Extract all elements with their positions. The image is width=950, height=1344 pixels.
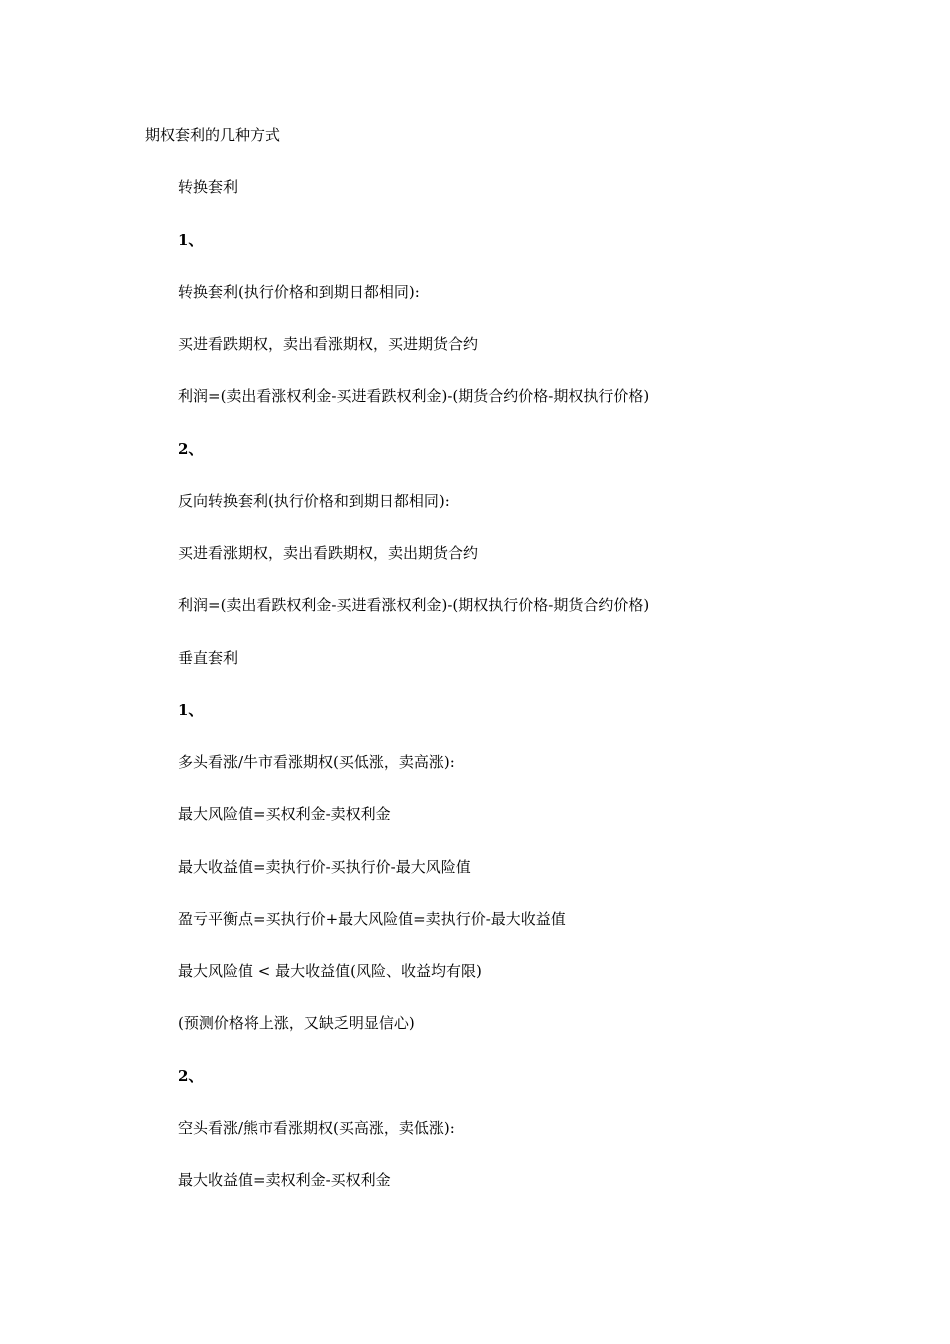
paragraph-line: 利润=(卖出看跌权利金-买进看涨权利金)-(期权执行价格-期货合约价格) <box>178 596 650 614</box>
paragraph-line: 最大风险值 < 最大收益值(风险、收益均有限) <box>178 962 482 980</box>
item-number: 2、 <box>178 1067 204 1085</box>
paragraph-line: 空头看涨/熊市看涨期权(买高涨，卖低涨): <box>178 1119 455 1137</box>
paragraph-line: 最大风险值=买权利金-卖权利金 <box>178 805 391 823</box>
section-heading-vertical: 垂直套利 <box>178 649 239 667</box>
paragraph-line: 最大收益值=卖执行价-买执行价-最大风险值 <box>178 858 471 876</box>
document-title: 期权套利的几种方式 <box>145 126 281 144</box>
section-heading-conversion: 转换套利 <box>178 178 239 196</box>
paragraph-line: 利润=(卖出看涨权利金-买进看跌权利金)-(期货合约价格-期权执行价格) <box>178 387 650 405</box>
paragraph-line: 买进看跌期权，卖出看涨期权，买进期货合约 <box>178 335 479 353</box>
paragraph-line: 买进看涨期权，卖出看跌期权，卖出期货合约 <box>178 544 479 562</box>
paragraph-line: 多头看涨/牛市看涨期权(买低涨，卖高涨): <box>178 753 455 771</box>
paragraph-line: 反向转换套利(执行价格和到期日都相同): <box>178 492 450 510</box>
item-number: 2、 <box>178 440 204 458</box>
paragraph-line: 盈亏平衡点=买执行价+最大风险值=卖执行价-最大收益值 <box>178 910 566 928</box>
item-number: 1、 <box>178 701 204 719</box>
paragraph-line: 最大收益值=卖权利金-买权利金 <box>178 1171 391 1189</box>
paragraph-line: (预测价格将上涨，又缺乏明显信心) <box>178 1014 415 1032</box>
item-number: 1、 <box>178 231 204 249</box>
paragraph-line: 转换套利(执行价格和到期日都相同): <box>178 283 420 301</box>
